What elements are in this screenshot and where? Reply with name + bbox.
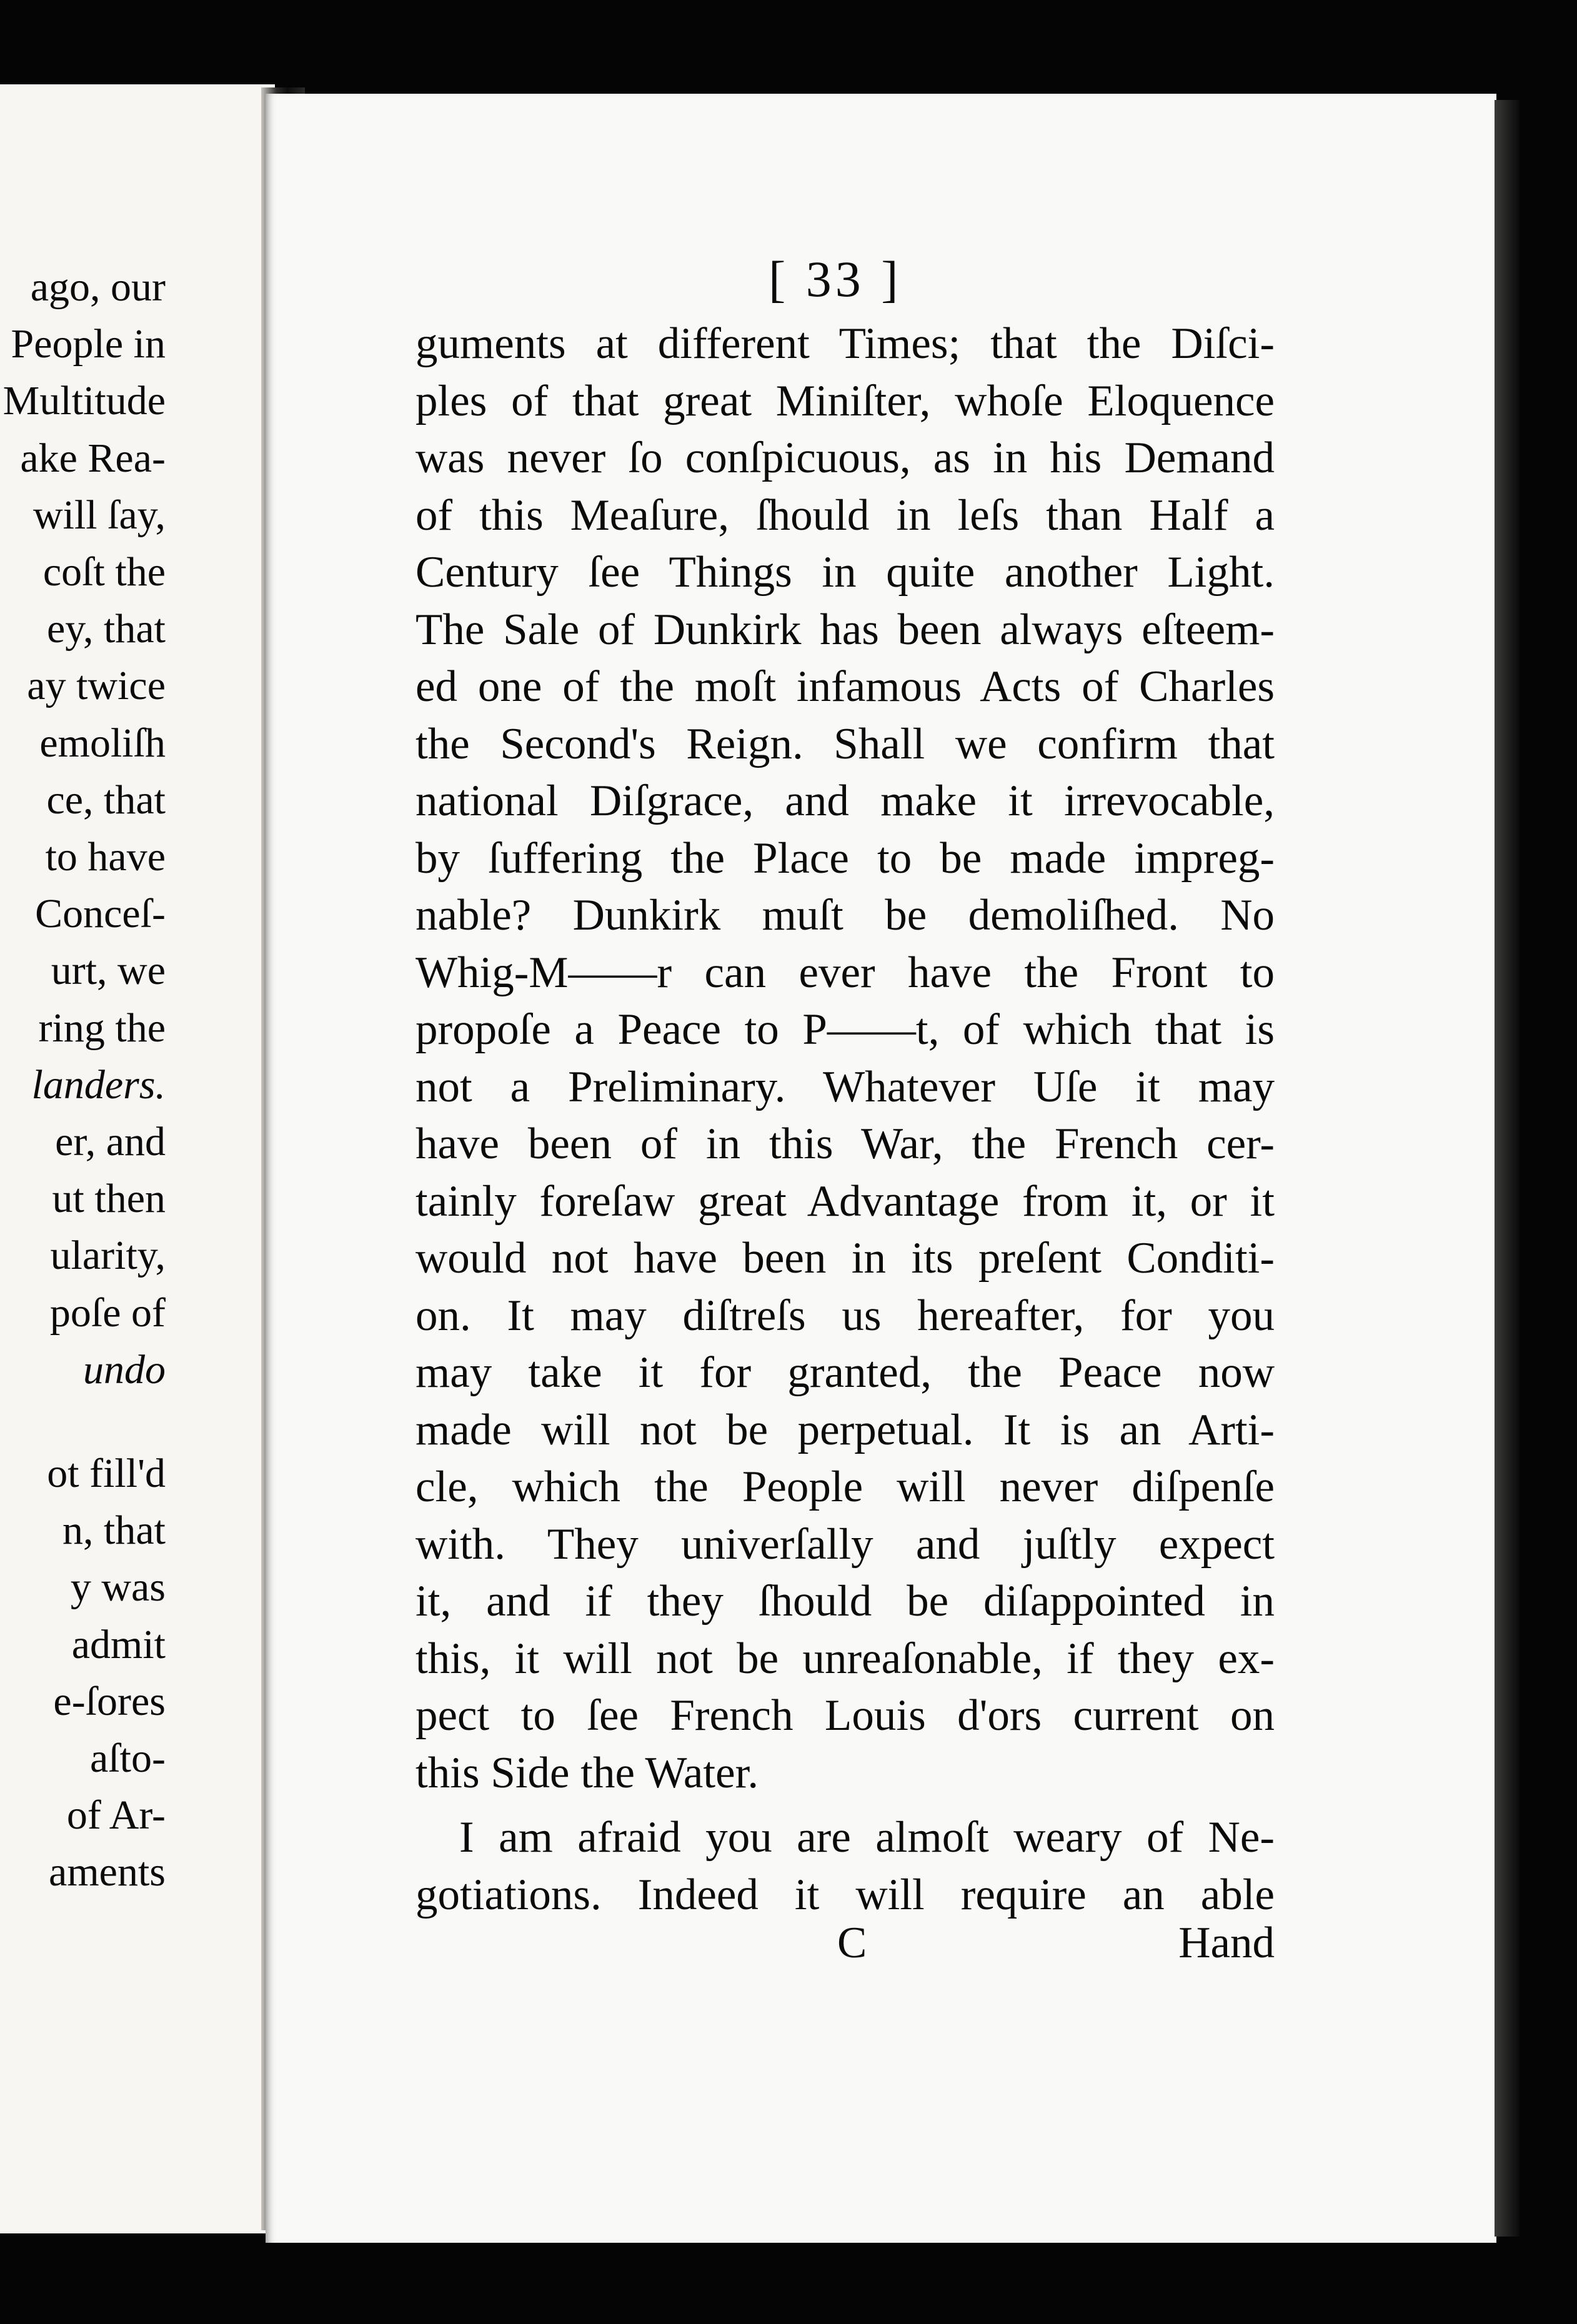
text-line: on. It may diſtreſs us hereafter, for you: [415, 1291, 1275, 1340]
text-line: pect to ſee French Louis d'ors current on: [415, 1691, 1275, 1740]
paragraph-1: [415, 315, 1275, 1802]
text-line: this Side the Water.: [415, 1748, 759, 1797]
previous-page-fragment: [0, 84, 275, 2233]
text-line: Century ſee Things in quite another Light.: [415, 548, 1275, 597]
text-line: ed one of the moſt infamous Acts of Charles: [415, 662, 1275, 711]
text-line: ples of that great Miniſter, whoſe Eloquence: [415, 376, 1275, 425]
previous-page-line: will ſay,: [32, 492, 166, 538]
previous-page-line: landers.: [31, 1061, 166, 1108]
text-line: made will not be perpetual. It is an Arti-: [415, 1405, 1275, 1454]
previous-page-line: y was: [70, 1564, 166, 1611]
previous-page-line: ago, our: [30, 264, 166, 310]
text-line: have been of in this War, the French cer-: [415, 1120, 1275, 1168]
page-footer: [415, 1918, 1275, 1980]
page-number: [ 33 ]: [769, 251, 902, 307]
previous-page-line: urt, we: [51, 948, 166, 994]
text-line: of this Meaſure, ſhould in leſs than Half a: [415, 490, 1275, 540]
text-line: it, and if they ſhould be diſappointed in: [415, 1577, 1275, 1626]
text-line: Whig-M——r can ever have the Front to: [415, 948, 1275, 997]
catchword: Hand: [1178, 1919, 1275, 1967]
page-edge-shadow: [1495, 100, 1520, 2237]
previous-page-line: ut then: [52, 1176, 166, 1222]
previous-page-line: ey, that: [47, 606, 166, 652]
previous-page-line: undo: [83, 1346, 166, 1393]
previous-page-line: admit: [71, 1621, 166, 1667]
previous-page-line: poſe of: [49, 1289, 166, 1336]
text-line: nable? Dunkirk muſt be demoliſhed. No: [415, 891, 1275, 940]
text-line: with. They univerſally and juſtly expect: [415, 1519, 1275, 1569]
previous-page-line: ot fill'd: [47, 1451, 166, 1496]
previous-page-line: e-ſores: [53, 1678, 166, 1724]
text-line: The Sale of Dunkirk has been always eſteem-: [415, 605, 1275, 654]
text-line: tainly foreſaw great Advantage from it, or it: [415, 1176, 1275, 1226]
text-line: national Diſgrace, and make it irrevocable,: [415, 777, 1275, 825]
previous-page-line: ce, that: [46, 777, 166, 823]
text-line: I am afraid you are almoſt weary of Ne-: [459, 1813, 1275, 1862]
text-line: by ſuffering the Place to be made impreg-: [415, 833, 1275, 883]
page-body-text: [415, 315, 1275, 1924]
previous-page-line: of Ar-: [66, 1792, 166, 1839]
signature-mark: C: [837, 1919, 867, 1967]
previous-page-line: ularity,: [50, 1233, 166, 1279]
previous-page-line: coſt the: [42, 549, 166, 595]
text-line: may take it for granted, the Peace now: [415, 1348, 1275, 1397]
previous-page-line: n, that: [62, 1507, 166, 1554]
text-line: would not have been in its preſent Conditi-: [415, 1234, 1275, 1283]
text-line: gotiations. Indeed it will require an able: [415, 1870, 1275, 1919]
text-line: the Second's Reign. Shall we confirm that: [415, 719, 1275, 768]
previous-page-line: ake Rea-: [20, 435, 166, 481]
text-line: guments at different Times; that the Diſci-: [415, 319, 1275, 368]
previous-page-line: to have: [45, 834, 166, 880]
previous-page-line: ring the: [38, 1005, 166, 1051]
text-line: was never ſo conſpicuous, as in his Demand: [415, 434, 1275, 482]
previous-page-line: People in: [11, 321, 166, 367]
text-line: cle, which the People will never diſpenſe: [415, 1462, 1275, 1511]
previous-page-line: Multitude: [2, 378, 166, 424]
previous-page-line: er, and: [55, 1119, 166, 1164]
previous-page-line: emoliſh: [39, 720, 166, 766]
paragraph-2: [415, 1809, 1275, 1924]
text-line: this, it will not be unreaſonable, if they ex-: [415, 1634, 1275, 1683]
previous-page-line: aſto-: [90, 1736, 166, 1781]
previous-page-line: ay twice: [27, 663, 166, 709]
text-line: not a Preliminary. Whatever Uſe it may: [415, 1062, 1275, 1111]
text-line: propoſe a Peace to P——t, of which that is: [415, 1005, 1275, 1054]
previous-page-line: Conceſ-: [35, 891, 166, 937]
previous-page-line: aments: [49, 1849, 166, 1895]
